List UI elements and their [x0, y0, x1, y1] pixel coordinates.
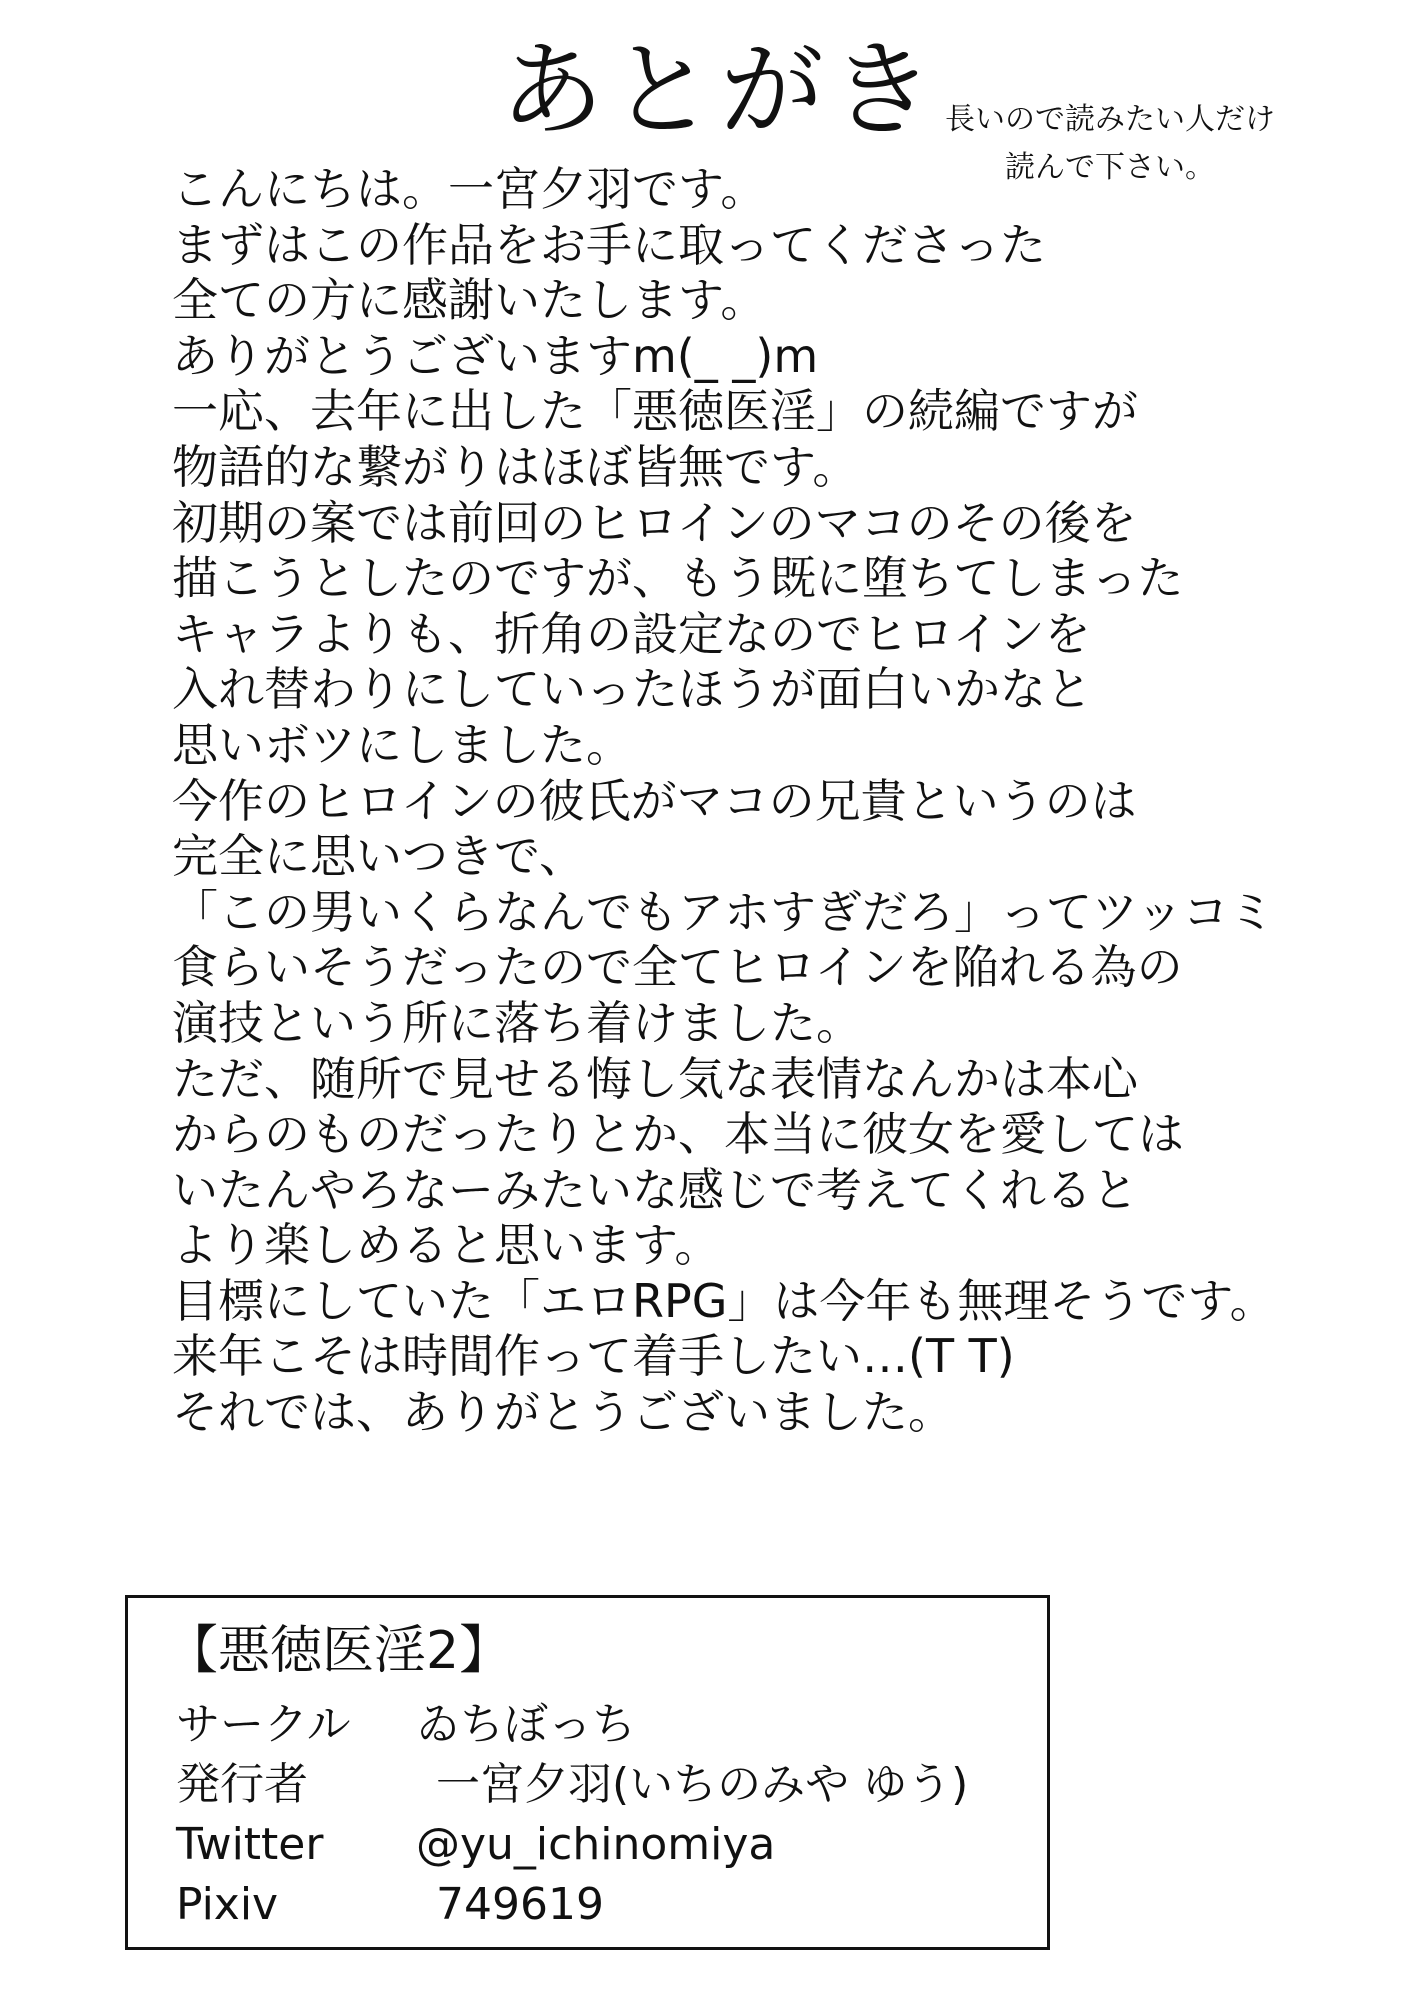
side-note-line: 長いので読みたい人だけ	[945, 102, 1275, 137]
colophon-value: ゐちぼっち	[416, 1699, 636, 1750]
colophon-label: Pixiv	[176, 1879, 279, 1930]
body-line: ただ、随所で見せる悔し気な表情なんかは本心	[172, 1051, 1138, 1106]
body-line: キャラよりも、折角の設定なのでヒロインを	[172, 606, 1091, 661]
body-line: 目標にしていた「エロRPG」は今年も無理そうです。	[172, 1273, 1276, 1328]
afterword-body	[172, 162, 1402, 1441]
body-line: 思いボツにしました。	[172, 717, 632, 772]
body-line: 初期の案では前回のヒロインのマコのその後を	[172, 495, 1137, 550]
body-line: 描こうとしたのですが、もう既に堕ちてしまった	[172, 551, 1184, 606]
body-line: 入れ替わりにしていったほうが面白いかなと	[172, 662, 1092, 717]
body-line: 今作のヒロインの彼氏がマコの兄貴というのは	[172, 773, 1137, 828]
colophon-label: サークル	[176, 1699, 351, 1750]
colophon-value: 749619	[436, 1879, 604, 1930]
body-line: こんにちは。一宮夕羽です。	[172, 162, 767, 216]
side-note-line: 読んで下さい。	[1005, 150, 1215, 185]
colophon-value: 一宮夕羽(いちのみや ゆう)	[436, 1759, 969, 1810]
body-line: 演技という所に落ち着けました。	[172, 995, 862, 1050]
colophon-value: @yu_ichinomiya	[416, 1819, 776, 1870]
body-line: より楽しめると思います。	[172, 1218, 721, 1273]
body-line: いたんやろなーみたいな感じで考えてくれると	[172, 1162, 1138, 1217]
colophon-box	[125, 1595, 1050, 1950]
body-line: ありがとうございますm(_ _)m	[172, 328, 819, 383]
colophon-label: Twitter	[176, 1819, 324, 1870]
body-line: それでは、ありがとうございました。	[172, 1385, 954, 1440]
body-line: 完全に思いつきで、	[172, 829, 586, 884]
colophon-label: 発行者	[176, 1759, 308, 1810]
body-line: 物語的な繋がりはほぼ皆無です。	[172, 439, 859, 494]
colophon-title: 【悪徳医淫2】	[166, 1621, 512, 1681]
body-line: 全ての方に感謝いたします。	[172, 273, 767, 328]
body-line: 食らいそうだったので全てヒロインを陥れる為の	[172, 940, 1183, 995]
body-line: まずはこの作品をお手に取ってくださった	[172, 217, 1046, 272]
page-title: あとがき	[500, 29, 941, 151]
body-line: 一応、去年に出した「悪徳医淫」の続編ですが	[172, 384, 1138, 439]
body-line: からのものだったりとか、本当に彼女を愛しては	[172, 1107, 1184, 1162]
body-line: 「この男いくらなんでもアホすぎだろ」ってツッコミ	[172, 884, 1275, 939]
body-line: 来年こそは時間作って着手したい…(T T)	[172, 1329, 1015, 1384]
